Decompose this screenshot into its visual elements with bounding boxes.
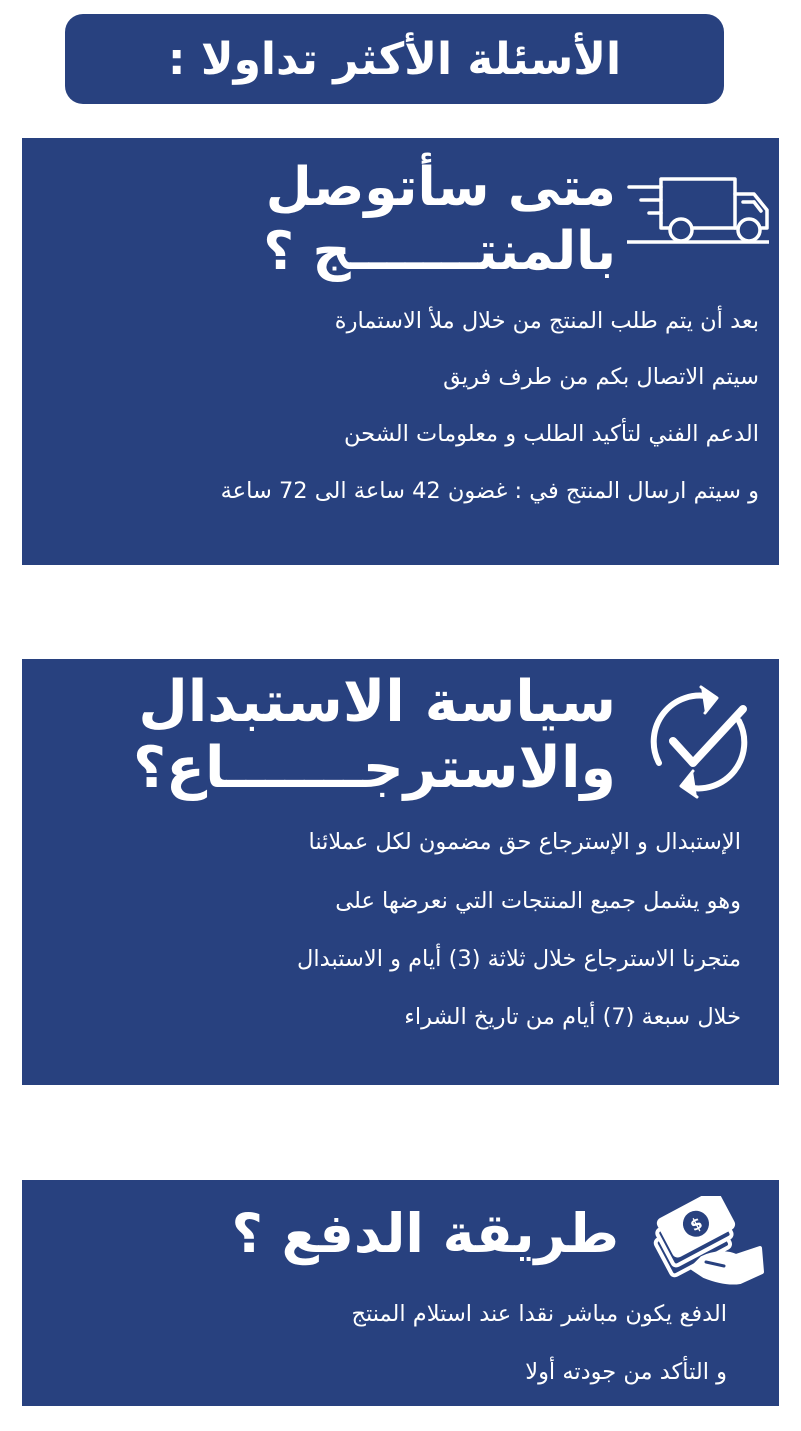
delivery-truck-icon [627, 176, 769, 246]
exchange-check-icon [639, 683, 759, 801]
faq-card-delivery [22, 138, 779, 565]
faq-card-exchange [22, 659, 779, 1085]
faq-card-title-line2: بالمنتـــــــج ؟ [263, 221, 616, 282]
faq-card-line: و سيتم ارسال المنتج في : غضون 42 ساعة الى 72 ساعة [220, 478, 759, 504]
faq-card-line: متجرنا الاسترجاع خلال ثلاثة (3) أيام و الاستبدال [297, 946, 741, 972]
faq-card-line: الإستبدال و الإسترجاع حق مضمون لكل عملائنا [308, 829, 741, 855]
faq-card-line: و التأكد من جودته أولا [525, 1359, 727, 1385]
faq-card-title-line1: سياسة الاستبدال [138, 669, 616, 735]
faq-card-payment [22, 1180, 779, 1406]
faq-card-line: وهو يشمل جميع المنتجات التي نعرضها على [335, 888, 741, 914]
faq-card-line: الدعم الفني لتأكيد الطلب و معلومات الشحن [344, 421, 759, 447]
faq-card-title-line1: طريقة الدفع ؟ [231, 1202, 619, 1265]
cash-in-hand-icon [644, 1196, 764, 1286]
faq-card-line: خلال سبعة (7) أيام من تاريخ الشراء [404, 1004, 741, 1030]
faq-card-title-line1: متى سأتوصل [265, 157, 616, 218]
faq-header-title: الأسئلة الأكثر تداولا : [167, 33, 622, 85]
faq-card-title-line2: والاسترجـــــــاع؟ [132, 735, 616, 801]
faq-card-line: بعد أن يتم طلب المنتج من خلال ملأ الاستمارة [334, 308, 759, 334]
svg-text:$: $ [686, 1213, 706, 1236]
faq-card-line: الدفع يكون مباشر نقدا عند استلام المنتج [351, 1301, 727, 1327]
faq-card-line: سيتم الاتصال بكم من طرف فريق [443, 364, 759, 390]
faq-header [65, 14, 724, 104]
